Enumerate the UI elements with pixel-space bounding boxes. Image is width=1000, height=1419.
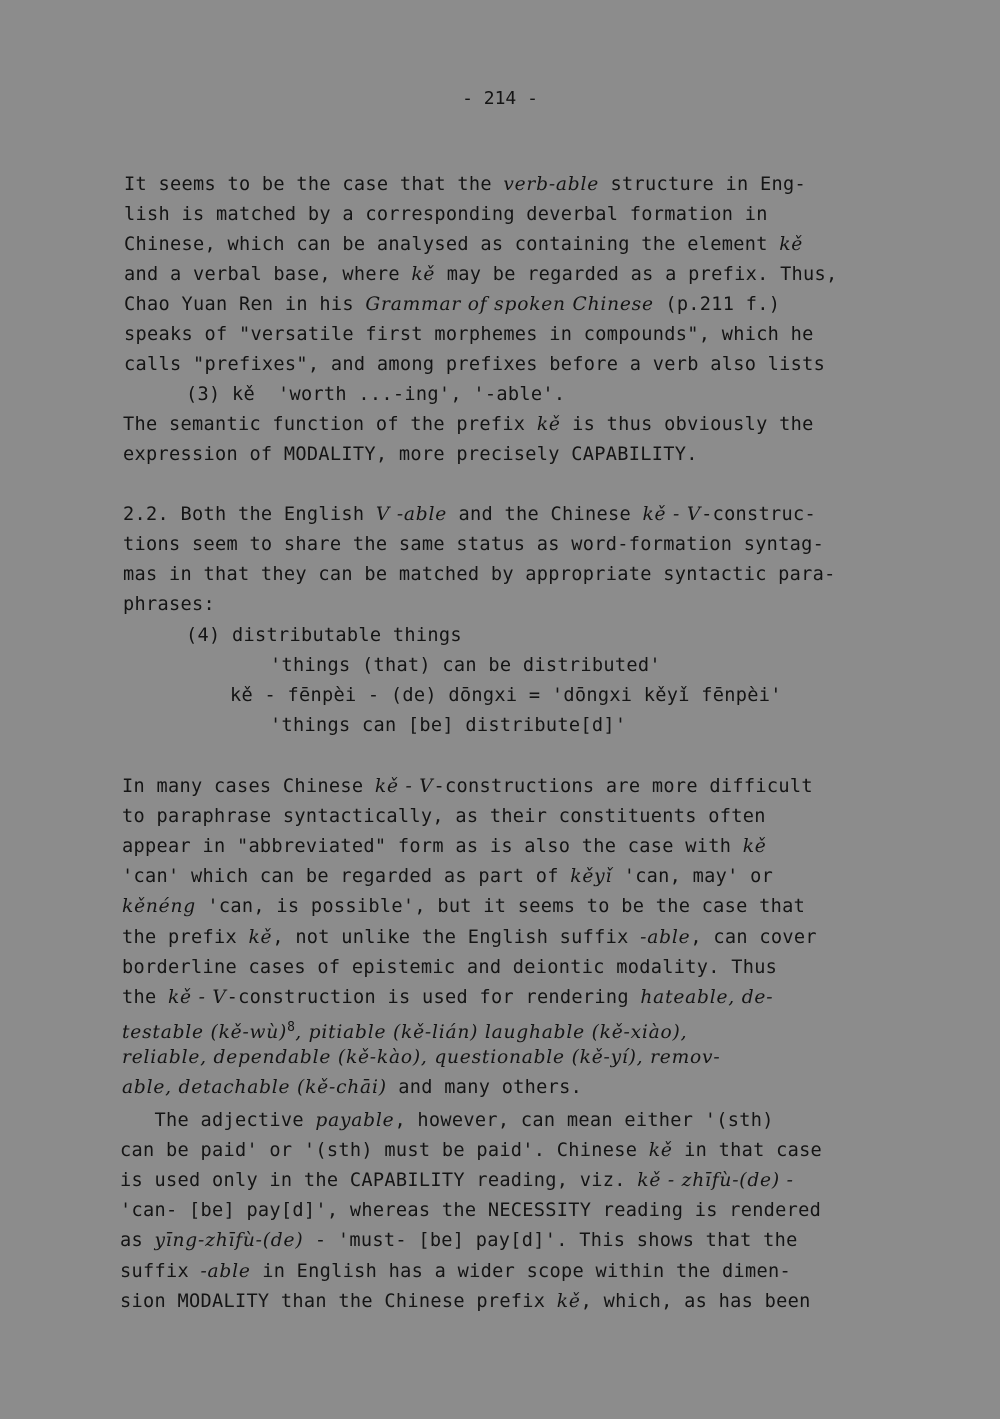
text-run: 'can' which can be regarded as part of [122,866,571,888]
text-run: expression of MODALITY, more precisely CAPABILITY. [123,444,698,465]
text-run: kě [248,926,273,948]
text-run: can be paid' or '(sth) must be paid'. Chinese [120,1140,649,1162]
text-line [120,1166,794,1196]
text-run: testable (kě-wù) [122,1021,288,1043]
text-line [122,862,773,892]
text-run: V -able [375,504,448,525]
text-run: in English has a wider scope within the dimen- [250,1260,791,1282]
text-run: may be regarded as a prefix. Thus, [435,264,838,285]
text-run: In many cases Chinese [122,776,375,797]
text-run: Chao Yuan Ren in his [124,294,366,315]
text-run: kě [536,414,561,435]
example-4-line-2: 'things (that) can be distributed' [270,655,661,676]
text-run: speaks of "versatile first morphemes in compounds", which he [124,324,814,345]
text-line [122,953,777,983]
text-line [124,200,768,230]
text-run: the [122,986,168,1008]
text-line [120,1196,821,1226]
example-4-line-4: 'things can [be] distribute[d]' [270,715,627,736]
example-4-line-1: (4) distributable things [186,625,462,646]
text-line [122,1043,720,1073]
text-line [124,320,814,350]
text-line [123,530,824,560]
text-run: kě - V [167,986,227,1008]
text-run: suffix [120,1260,201,1282]
text-run: , not unlike the English suffix [272,926,641,948]
text-run: structure in Eng- [599,174,806,195]
text-run: and a verbal base, where [124,264,412,285]
text-run: mas in that they can be matched by appropriate syntactic para- [123,564,836,585]
text-line [123,440,698,470]
example-3: (3) kě 'worth ...-ing', '-able'. [186,384,566,405]
text-run: 'can, is possible', but it seems to be the case that [195,896,806,918]
text-run: appear in "abbreviated" form as is also the case with [122,836,743,858]
text-line [120,1106,774,1136]
text-run: hateable, de- [640,986,774,1008]
text-run: kě [742,836,767,858]
page-number: - 214 - [462,88,538,109]
text-run: the prefix [122,926,249,948]
text-run: lish is matched by a corresponding deverbal formation in [124,204,768,225]
text-line [122,983,773,1013]
text-run: and the Chinese [447,504,643,525]
text-run: and many others. [386,1077,583,1098]
text-line [122,802,766,832]
text-run: tions seem to share the same status as word-formation syntag- [123,534,825,555]
text-run: verb-able [503,174,600,195]
text-line [122,772,813,802]
text-run: is thus obviously the [560,414,814,435]
text-run: calls "prefixes", and among prefixes before a verb also lists [124,354,826,375]
text-run: yīng-zhīfù-(de) [154,1230,304,1252]
text-line [122,1073,582,1103]
text-line [124,170,806,200]
text-run: kě - V [374,776,434,797]
text-run: 2.2. Both the English [123,504,376,525]
text-run: -able [200,1260,251,1282]
text-run: kě [648,1140,673,1162]
text-line [124,350,825,380]
text-run: phrases: [123,594,215,615]
text-run: sion MODALITY than the Chinese prefix [120,1290,557,1312]
text-line [123,560,836,590]
text-line [122,832,767,862]
text-run: kěnéng [122,896,196,918]
text-line [122,923,817,953]
text-run: -constructions are more difficult [433,776,813,797]
text-run: kě - zhīfù-(de) - [637,1170,794,1192]
text-line [124,230,803,260]
text-run: Chinese, which can be analysed as containing the element [124,234,780,255]
text-line [124,260,838,290]
text-run: Grammar of spoken Chinese [365,294,654,315]
text-line [124,290,780,320]
text-run: borderline cases of epistemic and deiontic modality. Thus [122,956,778,978]
text-line [123,590,215,620]
text-line [120,1257,791,1287]
text-line [122,892,805,922]
text-run: payable [315,1110,395,1131]
text-run: in that case [672,1140,823,1162]
text-run: is used only in the CAPABILITY reading, viz. [120,1170,638,1192]
text-run: The semantic function of the prefix [123,414,537,435]
text-line [123,410,814,440]
text-run: 8 [287,1019,296,1035]
text-run: 'can- [be] pay[d]', whereas the NECESSITY reading is rendered [120,1200,822,1222]
text-line [120,1226,798,1256]
text-run: , however, can mean either '(sth) [394,1110,774,1131]
text-run: reliable, dependable (kě-kào), questionable (kě-yí), remov- [122,1046,721,1068]
text-run: , can cover [690,926,817,948]
text-run: It seems to be the case that the [124,174,504,195]
text-run: as [120,1230,155,1252]
text-run: -construction is used for rendering [226,986,641,1008]
text-run: kě [779,234,804,255]
text-run: -construc- [701,504,817,525]
text-line [120,1287,811,1317]
text-run: , which, as has been [580,1290,811,1312]
text-run: kě [556,1290,581,1312]
text-line [120,1136,822,1166]
text-run: kě - V [642,504,702,525]
text-run: -able [640,926,691,948]
text-run: - 'must- [be] pay[d]'. This shows that the [303,1230,798,1252]
text-run: The adjective [120,1110,316,1131]
text-run: kěyǐ [570,866,613,888]
text-line [123,500,816,530]
text-run: , pitiable (kě-lián) laughable (kě-xiào), [295,1021,688,1043]
text-run: 'can, may' or [612,866,774,888]
example-4-line-3: kě - fēnpèi - (de) dōngxi = 'dōngxi kěyǐ fēnpèi' [230,685,782,706]
text-run: (p.211 f.) [653,294,781,315]
text-run: to paraphrase syntactically, as their constituents often [122,806,766,828]
text-run: kě [411,264,436,285]
text-run: able, detachable (kě-chāi) [122,1077,387,1098]
